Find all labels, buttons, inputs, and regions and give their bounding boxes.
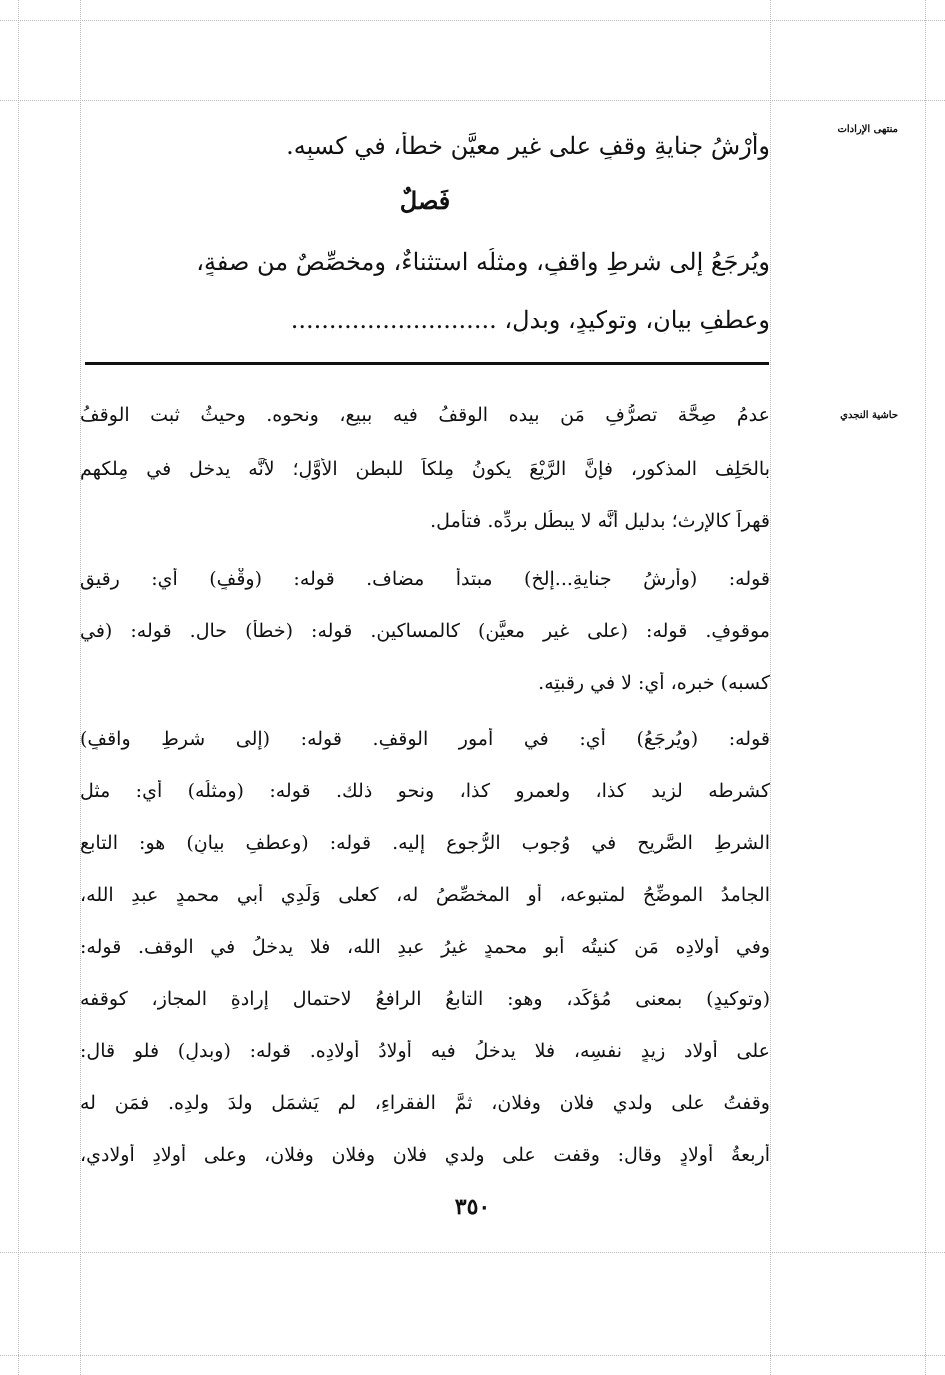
commentary-line: (وتوكيدٍ) بمعنى مُؤكِّد، وهو: التابعُ الرافعُ لاحتمال إرادةِ المجاز، كوقفه xyxy=(80,988,770,1010)
commentary-line: موقوفٍ. قوله: (على غيرِ معيَّنٍ) كالمساكين. قوله: (خطأً) حال. قوله: (في xyxy=(80,620,770,642)
commentary-line: بالحَلِف المذكورِ، فإنَّ الرَّيْعَ يكونُ مِلكاً للبطن الأوَّلِ؛ لأنَّه يدخل في مِلكهم xyxy=(80,458,770,480)
commentary-line: على أولاد زيدٍ نفسِه، فلا يدخلُ فيه أولادُ أولادِه. قوله: (وبدلٍ) فلو قال: xyxy=(80,1040,770,1062)
side-label-hashiya: حاشية النجدي xyxy=(840,410,898,421)
main-text-line: وعطفِ بيانٍ، وتوكيدٍ، وبدلٍ، ........................... xyxy=(290,306,770,334)
commentary-line: وفي أولادِه مَن كنيتُه أبو محمدٍ غيرُ عبدِ الله، فلا يدخلُ في الوقف. قوله: xyxy=(80,936,770,958)
guide-line xyxy=(925,0,926,1375)
section-heading: فَصلٌ xyxy=(399,186,451,215)
guide-line xyxy=(0,100,945,101)
guide-line xyxy=(0,20,945,21)
side-label-matn: منتهى الإرادات xyxy=(837,124,898,135)
commentary-line: الجامدُ الموضِّحُ لمتبوعه، أو المخصِّصُ له، كعلى وَلَدِي أبي محمدٍ عبدِ الله، xyxy=(80,884,770,906)
commentary-line: كشرطه لزيد كذا، ولعمروٍ كذا، ونحوِ ذلك. قوله: (ومثلُه) أي: مثل xyxy=(80,780,770,802)
commentary-line: قهراً كالإرث؛ بدليل أنَّه لا يبطُل بردِّه. فتأمل. xyxy=(430,510,770,532)
guide-line xyxy=(770,0,771,1375)
guide-line xyxy=(0,1355,945,1356)
commentary-line: الشرطِ الصَّريحِ في وُجوب الرُّجوع إليه. قوله: (وعطفِ بيانٍ) هو: التابع xyxy=(80,832,770,854)
commentary-line: وقفتُ على ولدي فلان وفلان، ثمَّ الفقراءِ، لم يَشمَل ولدَ ولدِه. فمَن له xyxy=(80,1092,770,1114)
main-text-line: ويُرجَعُ إلى شرطِ واقفٍ، ومثلُه استثناءٌ، ومخصِّصٌ من صفةٍ، xyxy=(196,248,770,276)
guide-line xyxy=(18,0,19,1375)
commentary-line: كسبه) خبره، أي: لا في رقبتِه. xyxy=(538,672,770,694)
guide-line xyxy=(0,1252,945,1253)
commentary-line: عدمُ صِحَّة تصرُّفِ مَن بيده الوقفُ فيه ببيعٍ، ونحوِه. وحيثُ ثبت الوقفُ xyxy=(80,404,770,426)
commentary-line: قوله: (وأرشُ جنايةِ...إلخ) مبتدأ مضاف. قوله: (وقْفٍ) أي: رقيقٍ xyxy=(80,568,770,590)
page-number: ٣٥٠ xyxy=(454,1194,491,1220)
separator-rule xyxy=(85,362,769,365)
commentary-line: أربعةُ أولادٍ وقال: وقفت على ولدي فلان وفلان وفلان، وعلى أولادِ أولادي، xyxy=(80,1144,770,1166)
main-text-line: وأرْشُ جنايةِ وقفٍ على غيرِ معيَّنٍ خطأً، في كسبِه. xyxy=(286,132,770,160)
commentary-line: قوله: (ويُرجَعُ) أي: في أُمورِ الوقفِ. قوله: (إلى شرطِ واقفٍ) xyxy=(80,728,770,750)
